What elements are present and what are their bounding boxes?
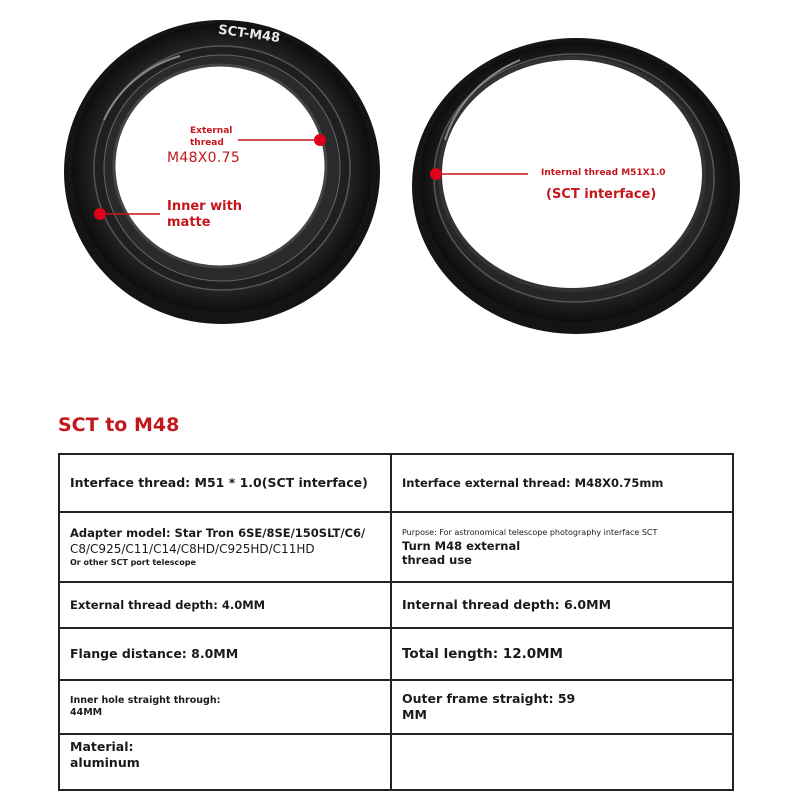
specs-table <box>58 453 734 791</box>
inner-hole-line1: Inner hole straight through: <box>70 695 221 706</box>
inner-matte-dot <box>94 208 106 220</box>
external-thread-value: M48X0.75 <box>167 150 241 166</box>
purpose-line2: Turn M48 external <box>402 539 521 553</box>
int-thread-dot <box>430 168 442 180</box>
right-adapter-ring <box>412 38 740 334</box>
spec-empty-cell <box>391 734 733 790</box>
spec-adapter-model <box>59 512 391 582</box>
adapter-model-line3: Or other SCT port telescope <box>70 558 196 567</box>
section-title: SCT to M48 <box>58 414 180 436</box>
spec-external-depth: External thread depth: 4.0MM <box>59 582 391 628</box>
purpose-line3: thread use <box>402 553 472 567</box>
spec-flange-distance: Flange distance: 8.0MM <box>59 628 391 680</box>
table-row <box>59 680 733 734</box>
table-row <box>59 582 733 628</box>
table-row <box>59 454 733 512</box>
left-adapter-ring <box>64 20 380 324</box>
spec-interface-thread: Interface thread: M51 * 1.0(SCT interface) <box>59 454 391 512</box>
table-row <box>59 628 733 680</box>
outer-frame-line1: Outer frame straight: 59 <box>402 691 576 706</box>
inner-matte-label: Inner with matte <box>167 199 243 230</box>
inner-hole-line2: 44MM <box>70 707 103 718</box>
sct-interface-label: (SCT interface) <box>546 187 657 202</box>
spec-purpose <box>391 512 733 582</box>
spec-external-thread: Interface external thread: M48X0.75mm <box>391 454 733 512</box>
outer-frame-line2: MM <box>402 707 427 722</box>
spec-inner-hole <box>59 680 391 734</box>
purpose-line1: Purpose: For astronomical telescope photography interface SCT <box>402 528 658 537</box>
ring-engraving: SCT-M48 <box>217 22 281 47</box>
adapter-model-line2: C8/C925/C11/C14/C8HD/C925HD/C11HD <box>70 542 315 556</box>
table-row <box>59 734 733 790</box>
internal-thread-label: Internal thread M51X1.0 <box>541 168 666 178</box>
adapter-model-line1: Adapter model: Star Tron 6SE/8SE/150SLT/C6/ <box>70 526 366 540</box>
spec-outer-frame <box>391 680 733 734</box>
spec-internal-depth: Internal thread depth: 6.0MM <box>391 582 733 628</box>
spec-material <box>59 734 391 790</box>
table-row <box>59 512 733 582</box>
spec-total-length: Total length: 12.0MM <box>391 628 733 680</box>
material-label: Material: <box>70 739 134 754</box>
external-thread-label: External thread <box>190 126 233 148</box>
material-value: aluminum <box>70 755 140 770</box>
ext-thread-dot <box>314 134 326 146</box>
